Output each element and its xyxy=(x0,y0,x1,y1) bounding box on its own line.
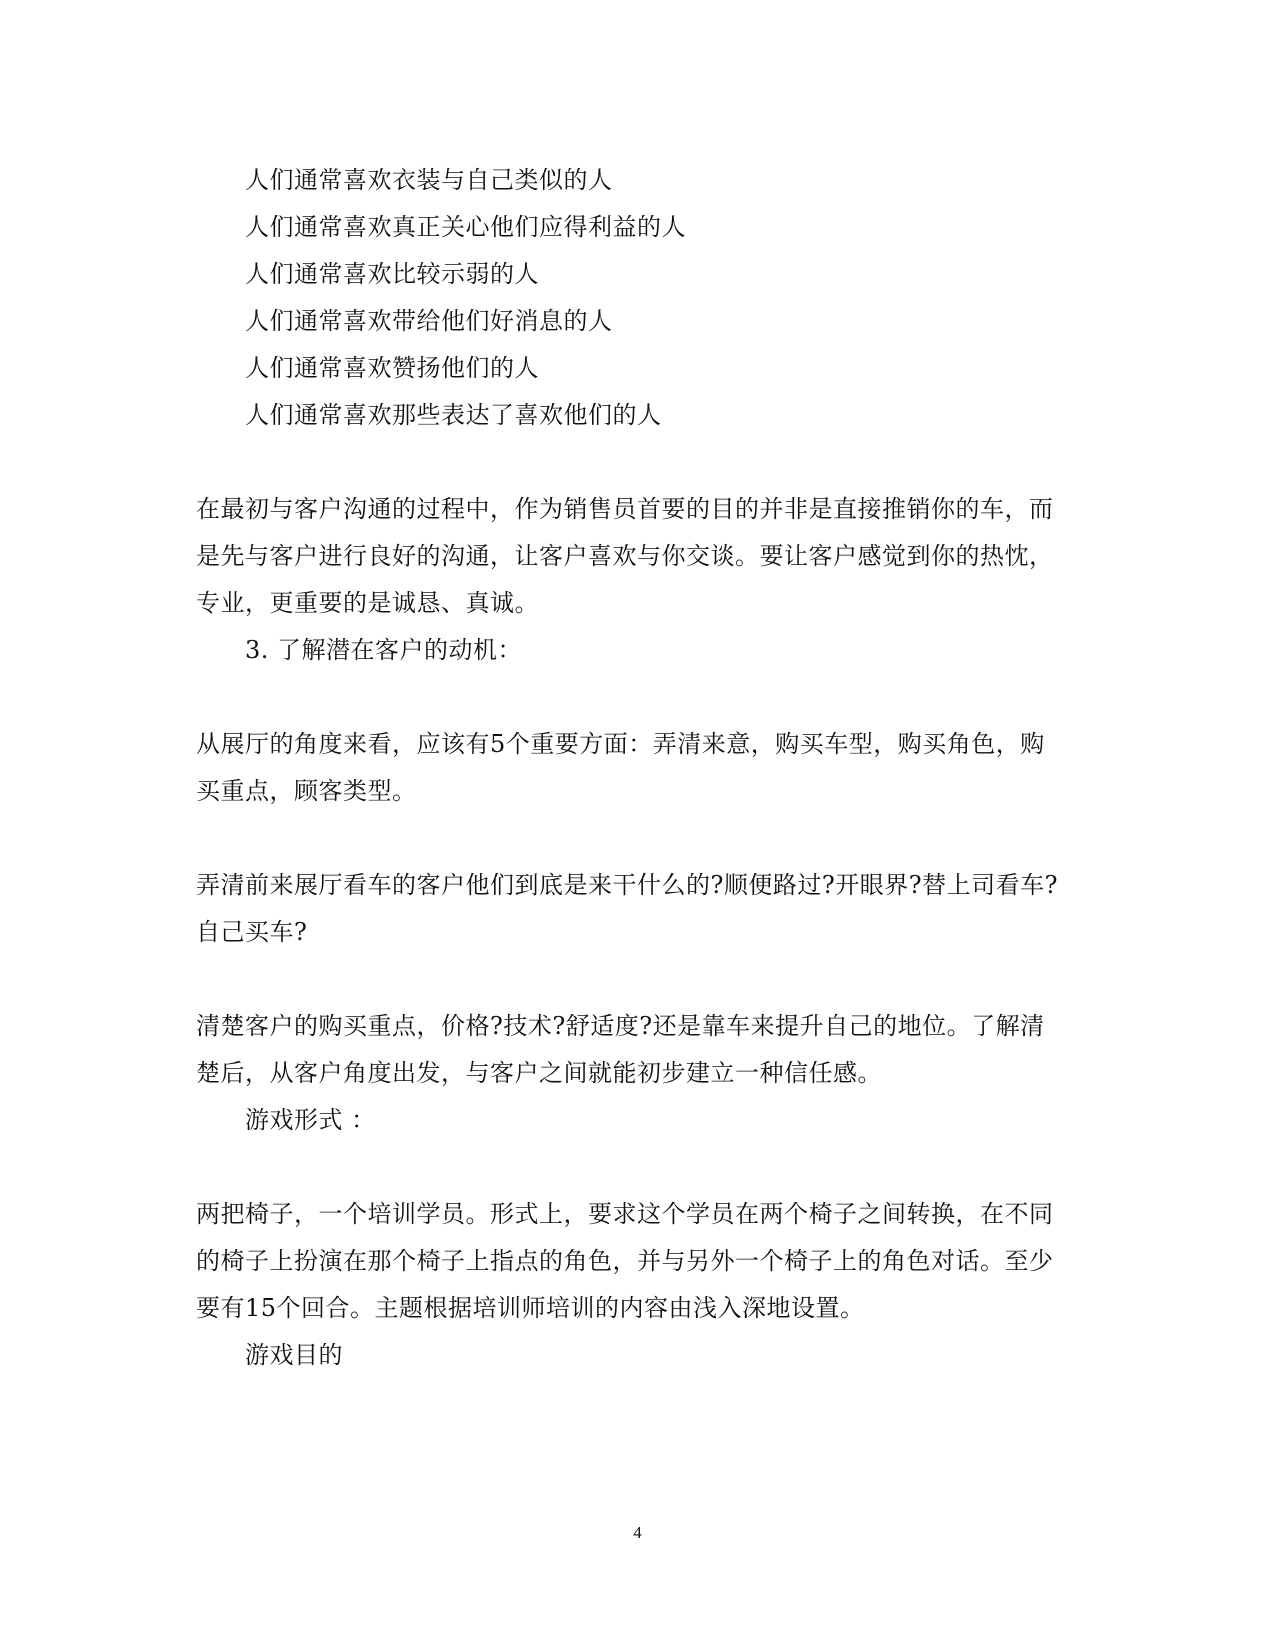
paragraph-line: 从展厅的角度来看，应该有5个重要方面：弄清来意，购买车型，购买角色，购 xyxy=(196,730,1045,758)
list-item: 人们通常喜欢真正关心他们应得利益的人 xyxy=(245,213,686,241)
paragraph-line: 要有15个回合。主题根据培训师培训的内容由浅入深地设置。 xyxy=(196,1294,865,1322)
paragraph-line: 楚后，从客户角度出发，与客户之间就能初步建立一种信任感。 xyxy=(196,1059,882,1087)
list-item: 人们通常喜欢带给他们好消息的人 xyxy=(245,307,613,335)
paragraph-line: 自己买车? xyxy=(196,918,308,946)
section-heading: 游戏目的 xyxy=(245,1341,343,1369)
paragraph-line: 买重点，顾客类型。 xyxy=(196,777,417,805)
list-item: 人们通常喜欢比较示弱的人 xyxy=(245,260,539,288)
paragraph-line: 弄清前来展厅看车的客户他们到底是来干什么的?顺便路过?开眼界?替上司看车? xyxy=(196,871,1058,899)
paragraph-line: 的椅子上扮演在那个椅子上指点的角色，并与另外一个椅子上的角色对话。至少 xyxy=(196,1247,1054,1275)
section-heading: 游戏形式 ： xyxy=(245,1106,376,1134)
paragraph-line: 是先与客户进行良好的沟通，让客户喜欢与你交谈。要让客户感觉到你的热忱， xyxy=(196,542,1054,570)
list-item: 人们通常喜欢那些表达了喜欢他们的人 xyxy=(245,401,662,429)
paragraph-line: 两把椅子，一个培训学员。形式上，要求这个学员在两个椅子之间转换，在不同 xyxy=(196,1200,1054,1228)
section-heading: 3. 了解潜在客户的动机： xyxy=(245,636,523,664)
list-item: 人们通常喜欢赞扬他们的人 xyxy=(245,354,539,382)
page-number: 4 xyxy=(633,1523,642,1542)
paragraph-line: 专业，更重要的是诚恳、真诚。 xyxy=(196,589,539,617)
list-item: 人们通常喜欢衣装与自己类似的人 xyxy=(245,166,613,194)
paragraph-line: 清楚客户的购买重点，价格?技术?舒适度?还是靠车来提升自己的地位。了解清 xyxy=(196,1012,1045,1040)
paragraph-line: 在最初与客户沟通的过程中，作为销售员首要的目的并非是直接推销你的车，而 xyxy=(196,495,1054,523)
